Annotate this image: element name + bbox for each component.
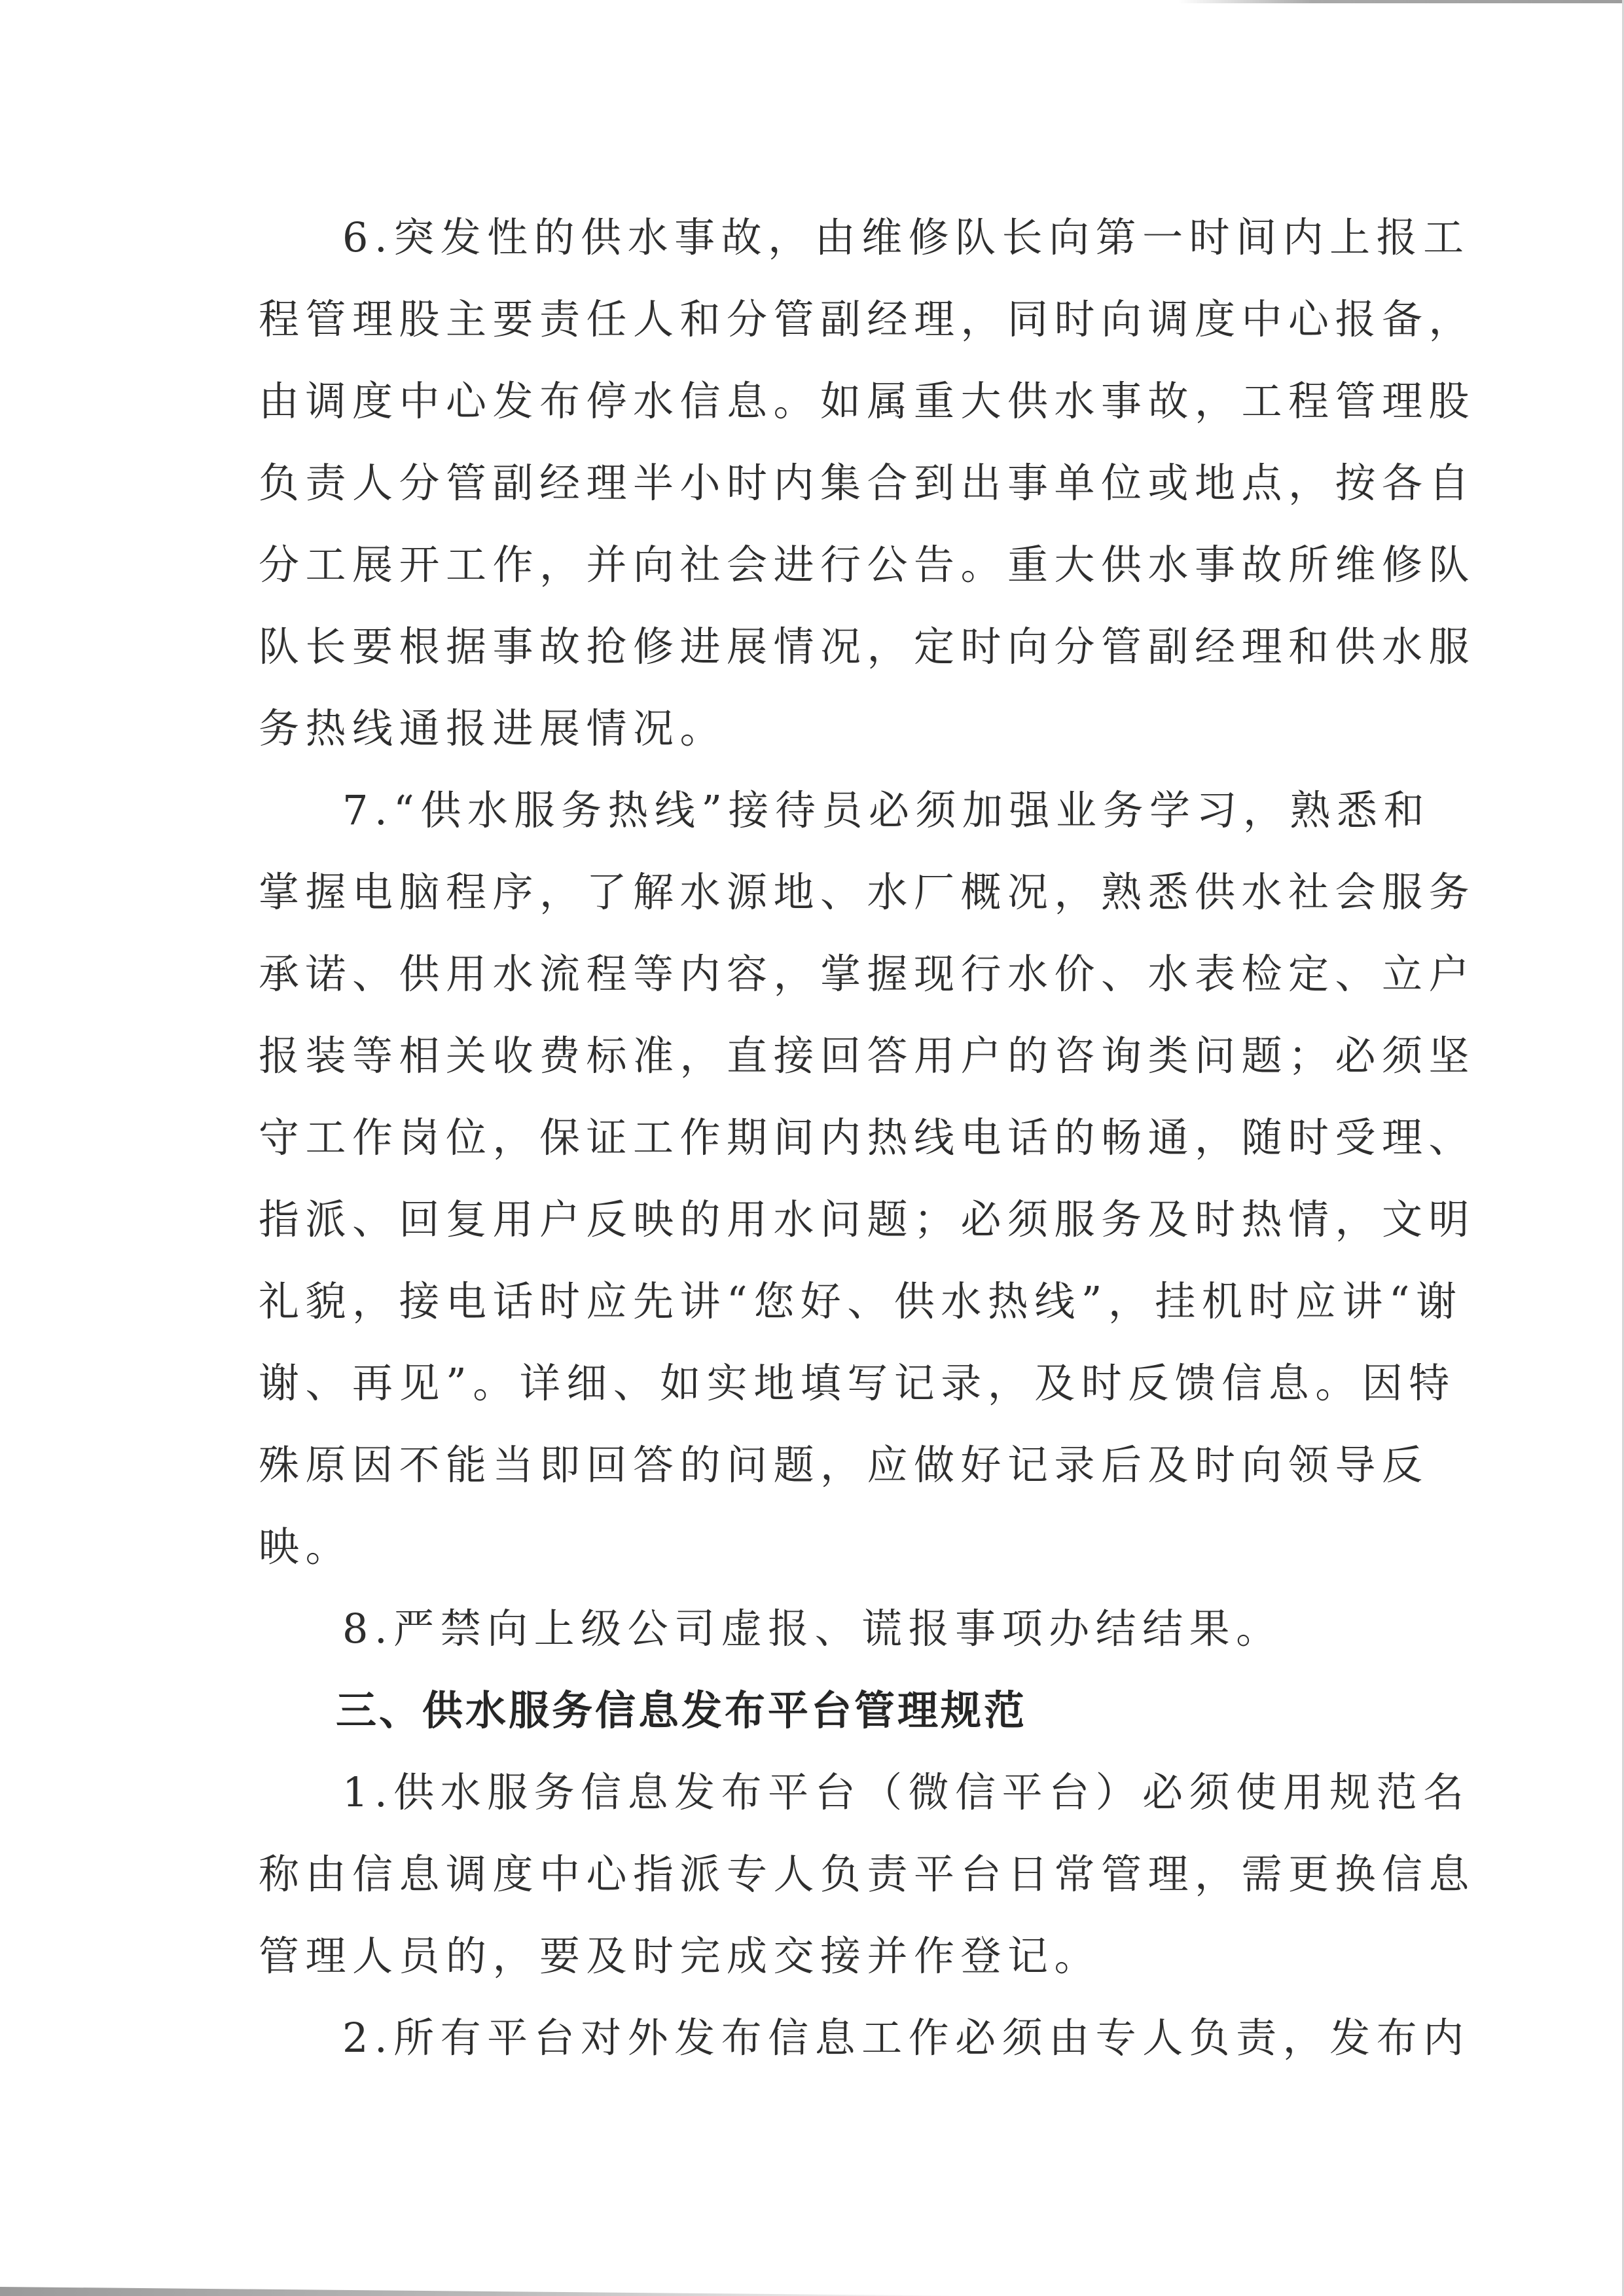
text-line: 7.“供水服务热线”接待员必须加强业务学习，熟悉和 xyxy=(342,786,1431,834)
text-line: 务热线通报进展情况。 xyxy=(259,704,727,752)
text-line: 谢、再见”。详细、如实地填写记录，及时反馈信息。因特 xyxy=(259,1359,1456,1407)
text-line: 礼貌，接电话时应先讲“您好、供水热线”，挂机时应讲“谢 xyxy=(259,1277,1463,1325)
section-heading: 三、供水服务信息发布平台管理规范 xyxy=(336,1686,1028,1734)
text-line: 指派、回复用户反映的用水问题；必须服务及时热情，文明 xyxy=(259,1195,1476,1243)
paragraph-item-6 xyxy=(259,196,1476,769)
text-line: 掌握电脑程序，了解水源地、水厂概况，熟悉供水社会服务 xyxy=(259,868,1476,916)
paragraph-section3-item-1 xyxy=(259,1751,1476,1997)
text-line: 程管理股主要责任人和分管副经理，同时向调度中心报备， xyxy=(259,295,1476,343)
paragraph-item-8 xyxy=(259,1588,1391,1669)
text-line: 负责人分管副经理半小时内集合到出事单位或地点，按各自 xyxy=(259,459,1476,507)
text-line: 管理人员的，要及时完成交接并作登记。 xyxy=(259,1932,1102,1980)
paragraph-item-7 xyxy=(259,769,1476,1588)
text-line: 承诺、供用水流程等内容，掌握现行水价、水表检定、立户 xyxy=(259,950,1476,998)
text-line: 映。 xyxy=(259,1523,353,1571)
text-line: 分工展开工作，并向社会进行公告。重大供水事故所维修队 xyxy=(259,541,1476,589)
text-line: 1.供水服务信息发布平台（微信平台）必须使用规范名 xyxy=(342,1768,1470,1816)
text-line: 8.严禁向上级公司虚报、谎报事项办结结果。 xyxy=(342,1605,1283,1652)
scan-top-edge xyxy=(1178,0,1624,3)
text-line: 6.突发性的供水事故，由维修队长向第一时间内上报工 xyxy=(342,213,1470,261)
text-line: 报装等相关收费标准，直接回答用户的咨询类问题；必须坚 xyxy=(259,1032,1476,1080)
document-page xyxy=(259,196,1476,2079)
text-line: 守工作岗位，保证工作期间内热线电话的畅通，随时受理、 xyxy=(259,1114,1476,1161)
text-line: 殊原因不能当即回答的问题，应做好记录后及时向领导反 xyxy=(259,1441,1429,1489)
text-line: 称由信息调度中心指派专人负责平台日常管理，需更换信息 xyxy=(259,1850,1476,1898)
text-line: 2.所有平台对外发布信息工作必须由专人负责，发布内 xyxy=(342,2014,1470,2062)
text-line: 由调度中心发布停水信息。如属重大供水事故，工程管理股 xyxy=(259,377,1476,425)
scan-bottom-shadow xyxy=(0,2287,982,2296)
paragraph-section3-item-2 xyxy=(259,1997,1470,2079)
text-line: 队长要根据事故抢修进展情况，定时向分管副经理和供水服 xyxy=(259,623,1476,670)
